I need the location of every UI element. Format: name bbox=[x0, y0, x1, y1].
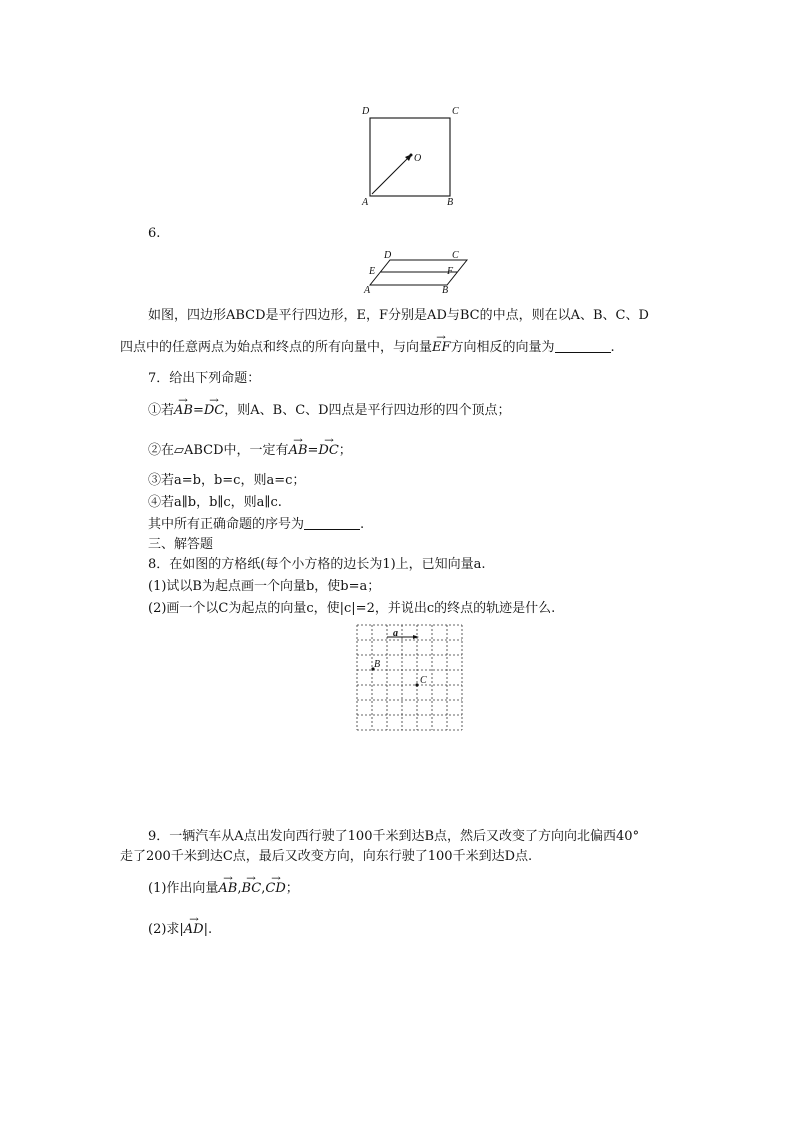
pg-label-C: C bbox=[452, 250, 459, 261]
q8-title: 8．在如图的方格纸(每个小方格的边长为1)上，已知向量a. bbox=[148, 557, 486, 572]
q7-p1-post: ，则A、B、C、D四点是平行四边形的四个顶点； bbox=[224, 403, 511, 418]
label-D: D bbox=[362, 106, 370, 117]
q7-p2-post: ； bbox=[338, 443, 352, 458]
q9-line2: 走了200千米到达C点，最后又改变方向，向东行驶了100千米到达D点. bbox=[120, 849, 533, 864]
q9-s1-pre: (1)作出向量 bbox=[148, 881, 219, 896]
q7-prop3: ③若a=b，b=c，则a=c； bbox=[148, 473, 306, 488]
q9-sep1: , bbox=[237, 881, 242, 896]
label-C: C bbox=[452, 106, 459, 117]
q7-prop4: ④若a∥b，b∥c，则a∥c. bbox=[148, 495, 282, 510]
vector-AB: → AB bbox=[289, 442, 308, 460]
label-B: B bbox=[447, 197, 454, 208]
pg-label-E: E bbox=[369, 266, 376, 277]
q9-s2-end: |. bbox=[203, 922, 213, 937]
q6-end: . bbox=[610, 340, 615, 355]
label-A: A bbox=[362, 197, 369, 208]
q7-p1-eq: = bbox=[192, 403, 204, 418]
pg-label-F: F bbox=[447, 266, 454, 277]
section-title: 三、解答题 bbox=[148, 537, 214, 552]
q7-title: 7．给出下列命题： bbox=[148, 371, 261, 386]
grid-label-a: a bbox=[393, 628, 398, 639]
q9-line1: 9．一辆汽车从A点出发向西行驶了100千米到达B点，然后又改变了方向向北偏西40° bbox=[148, 829, 640, 844]
vector-DC: → DC bbox=[318, 442, 338, 460]
q7-ask-end: . bbox=[360, 517, 365, 532]
pg-label-D: D bbox=[384, 250, 392, 261]
pg-label-B: B bbox=[442, 285, 449, 296]
q7-p1-pre: ①若 bbox=[148, 403, 175, 418]
q9-s2-pre: (2)求| bbox=[148, 922, 184, 937]
q7-p2-pre: ②在▱ABCD中，一定有 bbox=[148, 443, 289, 458]
vector-BC: → BC bbox=[242, 880, 262, 898]
q9-sub1 bbox=[148, 880, 299, 898]
q6-line2-pre: 四点中的任意两点为始点和终点的所有向量中，与向量 bbox=[120, 340, 433, 355]
vector-CD: → CD bbox=[265, 880, 285, 898]
q9-s1-end: ； bbox=[285, 881, 299, 896]
label-O: O bbox=[414, 153, 422, 164]
vector-AD: → AD bbox=[184, 921, 204, 939]
grid-label-C: C bbox=[420, 675, 427, 686]
vector-EF: → EF bbox=[432, 339, 451, 357]
q9-sub2 bbox=[148, 921, 212, 939]
q7-ask-text: 其中所有正确命题的序号为 bbox=[148, 517, 305, 532]
q9-sep2: , bbox=[261, 881, 266, 896]
q7-p2-eq: = bbox=[307, 443, 319, 458]
q6-number: 6. bbox=[148, 226, 161, 241]
vector-DC: → DC bbox=[204, 402, 224, 420]
point-C bbox=[415, 683, 418, 686]
pg-label-A: A bbox=[364, 285, 371, 296]
q8-sub1: (1)试以B为起点画一个向量b，使b=a； bbox=[148, 579, 381, 594]
q6-line2-post: 方向相反的向量为 bbox=[450, 340, 555, 355]
vector-AB: → AB bbox=[174, 402, 193, 420]
vector-AB: → AB bbox=[218, 880, 237, 898]
vector-a-arrowhead bbox=[413, 635, 419, 639]
grid-label-B: B bbox=[374, 659, 381, 670]
q8-sub2: (2)画一个以C为起点的向量c，使|c|=2，并说出c的终点的轨迹是什么. bbox=[148, 601, 556, 616]
q6-line1-text: 如图，四边形ABCD是平行四边形，E，F分别是AD与BC的中点，则在以A、B、C、D bbox=[148, 308, 649, 323]
